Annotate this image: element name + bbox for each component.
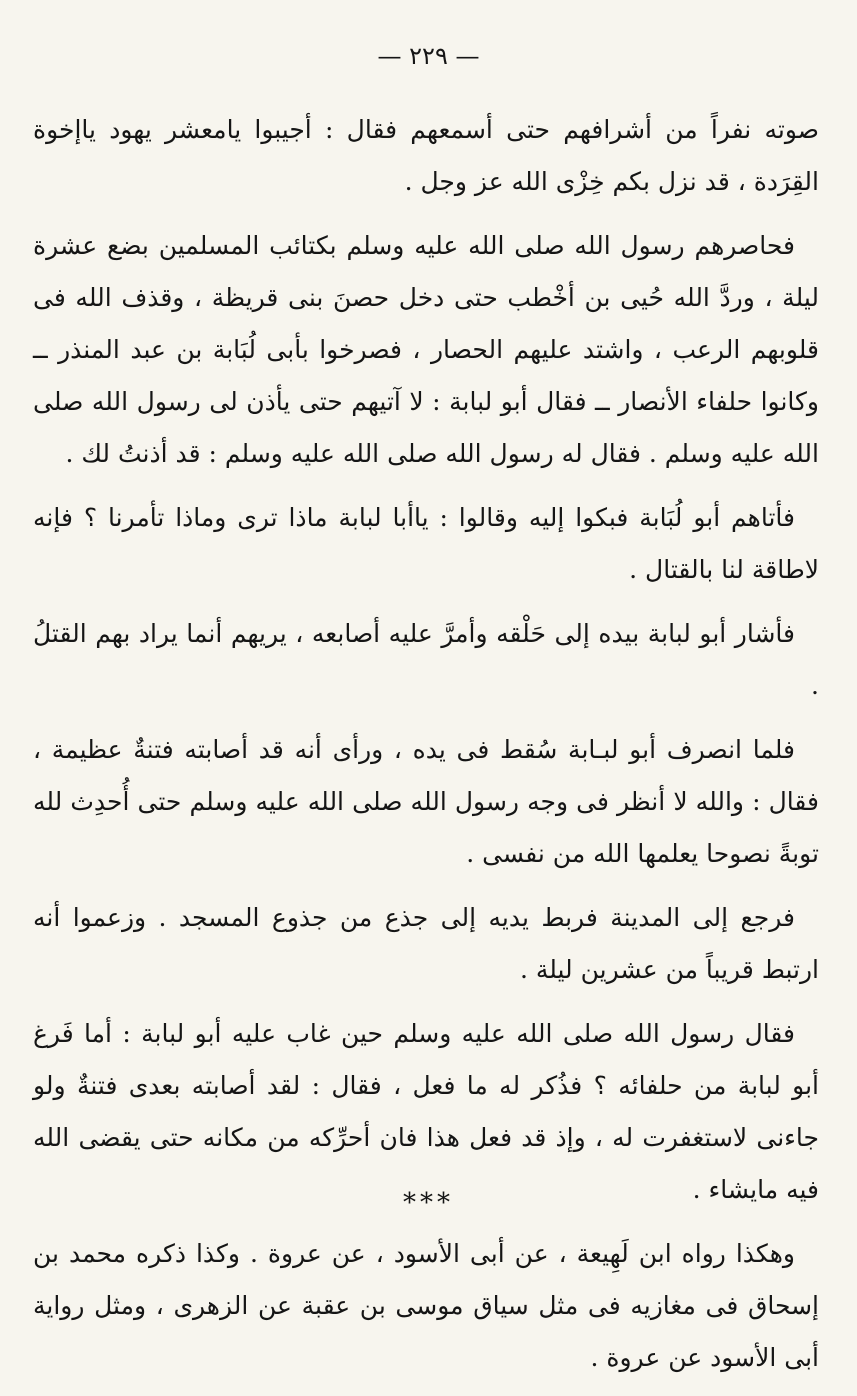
paragraph-7: فقال رسول الله صلى الله عليه وسلم حين غاب عليه أبو لبابة : أما فَرغ أبو لبابة من حلفائه ؟ فذُكر له ما فعل ، فقال : لقد أصابته بعدى فتنةٌ ولو جاءنى لاستغفرت له ، وإذ قد فعل هذا فان أحرِّكه من مكانه حتى يقضى الله فيه مايشاء . xyxy=(33,1019,819,1204)
paragraph-1: صوته نفراً من أشرافهم حتى أسمعهم فقال : أجيبوا يامعشر يهود ياإخوة القِرَدة ، قد نزل بكم خِزْى الله عز وجل . xyxy=(33,115,819,196)
paragraph-2: فحاصرهم رسول الله صلى الله عليه وسلم بكتائب المسلمين بضع عشرة ليلة ، وردَّ الله حُيى بن أخْطب حتى دخل حصنَ بنى قريظة ، وقذف الله فى قلوبهم الرعب ، واشتد عليهم الحصار ، فصرخوا بأبى لُبَابة بن عبد المنذر ــ وكانوا حلفاء الأنصار ــ فقال أبو لبابة : لا آتيهم حتى يأذن لى رسول الله صلى الله عليه وسلم . فقال له رسول الله صلى الله عليه وسلم : قد أذنتُ لك . xyxy=(33,231,820,468)
paragraph-6: فرجع إلى المدينة فربط يديه إلى جذع من جذوع المسجد . وزعموا أنه ارتبط قريباً من عشرين ليلة . xyxy=(33,903,819,984)
paragraph-4: فأشار أبو لبابة بيده إلى حَلْقه وأمرَّ عليه أصابعه ، يريهم أنما يراد بهم القتلُ . xyxy=(33,619,819,700)
paragraph-5: فلما انصرف أبو لبـابة سُقط فى يده ، ورأى أنه قد أصابته فتنةٌ عظيمة ، فقال : والله لا أنظر فى وجه رسول الله صلى الله عليه وسلم حتى أُحدِث لله توبةً نصوحا يعلمها الله من نفسى . xyxy=(33,735,819,868)
page-number: — ٢٢٩ — xyxy=(377,42,480,70)
paragraph-8: وهكذا رواه ابن لَهِيعة ، عن أبى الأسود ، عن عروة . وكذا ذكره محمد بن إسحاق فى مغازيه فى مثل سياق موسى بن عقبة عن الزهرى ، ومثل رواية أبى الأسود عن عروة . xyxy=(33,1239,819,1372)
section-separator: *** xyxy=(403,1188,454,1218)
paragraph-3: فأتاهم أبو لُبَابة فبكوا إليه وقالوا : ياأبا لبابة ماذا ترى وماذا تأمرنا ؟ فإنه لاطاقة لنا بالقتال . xyxy=(33,503,819,584)
